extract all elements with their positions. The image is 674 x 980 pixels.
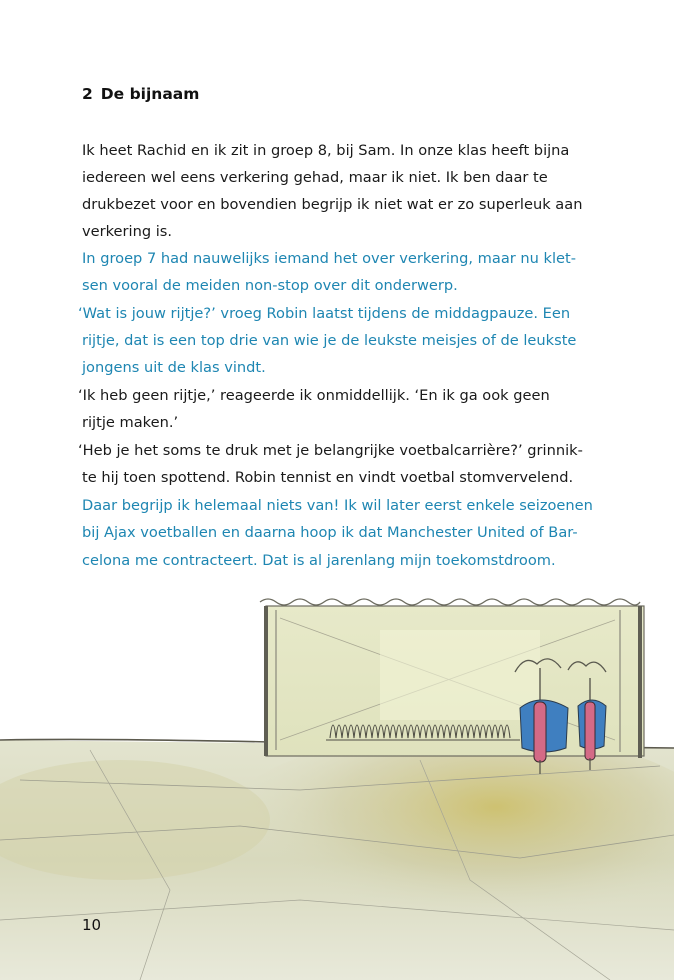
text-line: ‘Heb je het soms te druk met je belangrijke voetbalcarrière?’ grinnik- (78, 442, 583, 459)
text-line: iedereen wel eens verkering gehad, maar ik niet. Ik ben daar te (82, 169, 548, 186)
text-line: verkering is. (82, 223, 173, 240)
text-line: bij Ajax voetballen en daarna hoop ik dat Manchester United of Bar- (82, 524, 578, 541)
text-line: ‘Ik heb geen rijtje,’ reageerde ik onmiddellijk. ‘En ik ga ook geen (78, 387, 550, 404)
text-line: rijtje maken.’ (82, 414, 179, 431)
schoolyard-illustration (0, 590, 674, 980)
page-number: 10 (82, 916, 102, 934)
shelter-roof (260, 599, 640, 605)
text-line: rijtje, dat is een top drie van wie je de leukste meisjes of de leukste (82, 332, 577, 349)
text-line: jongens uit de klas vindt. (82, 359, 266, 376)
text-line: ‘Wat is jouw rijtje?’ vroeg Robin laatst tijdens de middagpauze. Een (78, 305, 571, 322)
chapter-number: 2 (82, 85, 93, 103)
text-line: sen vooral de meiden non-stop over dit onderwerp. (82, 277, 458, 294)
text-line: te hij toen spottend. Robin tennist en vindt voetbal stomvervelend. (82, 469, 574, 486)
chapter-heading (82, 85, 199, 103)
text-line: Daar begrijp ik helemaal niets van! Ik wil later eerst enkele seizoenen (82, 497, 593, 514)
text-line: In groep 7 had nauwelijks iemand het over verkering, maar nu klet- (82, 250, 577, 267)
shelter-light (380, 630, 540, 720)
text-line: Ik heet Rachid en ik zit in groep 8, bij Sam. In onze klas heeft bijna (82, 142, 570, 159)
chapter-title: De bijnaam (100, 85, 200, 103)
text-line: drukbezet voor en bovendien begrijp ik niet wat er zo superleuk aan (82, 196, 583, 213)
text-line: celona me contracteert. Dat is al jarenlang mijn toekomstdroom. (82, 552, 556, 569)
